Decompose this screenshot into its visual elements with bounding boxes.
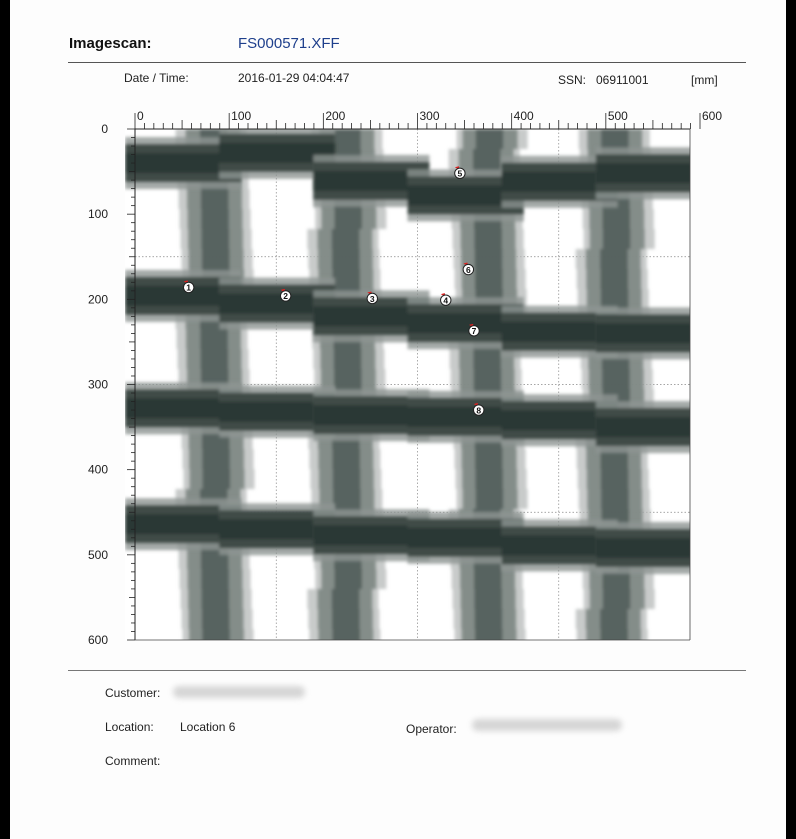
marker-label: 3 — [369, 293, 375, 304]
marker-label: 7 — [471, 326, 477, 337]
operator-label: Operator: — [406, 722, 457, 736]
marker-label: 8 — [476, 405, 482, 416]
marker-label: 4 — [443, 295, 449, 306]
datetime-value: 2016-01-29 04:04:47 — [238, 71, 350, 85]
x-tick-label: 300 — [419, 109, 440, 123]
unit-label: [mm] — [691, 73, 718, 87]
x-tick-label: 200 — [325, 109, 346, 123]
x-tick-label: 500 — [607, 109, 628, 123]
datetime-label: Date / Time: — [124, 71, 189, 85]
x-tick-label: 0 — [137, 109, 144, 123]
marker-label: 2 — [283, 291, 289, 302]
marker-label: 1 — [186, 282, 192, 293]
y-tick-label: 400 — [87, 462, 108, 477]
customer-label: Customer: — [105, 686, 161, 700]
operator-redacted — [472, 719, 622, 731]
location-value: Location 6 — [180, 720, 236, 734]
report-page — [10, 0, 786, 839]
x-tick-label: 100 — [231, 109, 252, 123]
filename: FS000571.XFF — [238, 35, 340, 52]
customer-redacted — [173, 686, 305, 698]
marker-label: 6 — [465, 264, 471, 275]
y-tick-label: 100 — [87, 207, 108, 222]
y-tick-label: 200 — [87, 292, 108, 307]
scan-chart — [10, 0, 786, 660]
marker-label: 5 — [457, 168, 463, 179]
y-tick-label: 500 — [87, 547, 108, 562]
location-label: Location: — [105, 720, 154, 734]
y-tick-label: 300 — [87, 377, 108, 392]
comment-label: Comment: — [105, 754, 161, 768]
ssn-label: SSN: — [558, 73, 587, 87]
footer-divider — [68, 670, 746, 671]
x-tick-label: 600 — [702, 109, 723, 123]
ssn-value: 06911001 — [596, 73, 649, 87]
y-tick-label: 0 — [101, 122, 108, 136]
x-tick-label: 400 — [513, 109, 534, 123]
y-tick-label: 600 — [87, 633, 108, 647]
imagescan-label: Imagescan: — [69, 35, 152, 52]
